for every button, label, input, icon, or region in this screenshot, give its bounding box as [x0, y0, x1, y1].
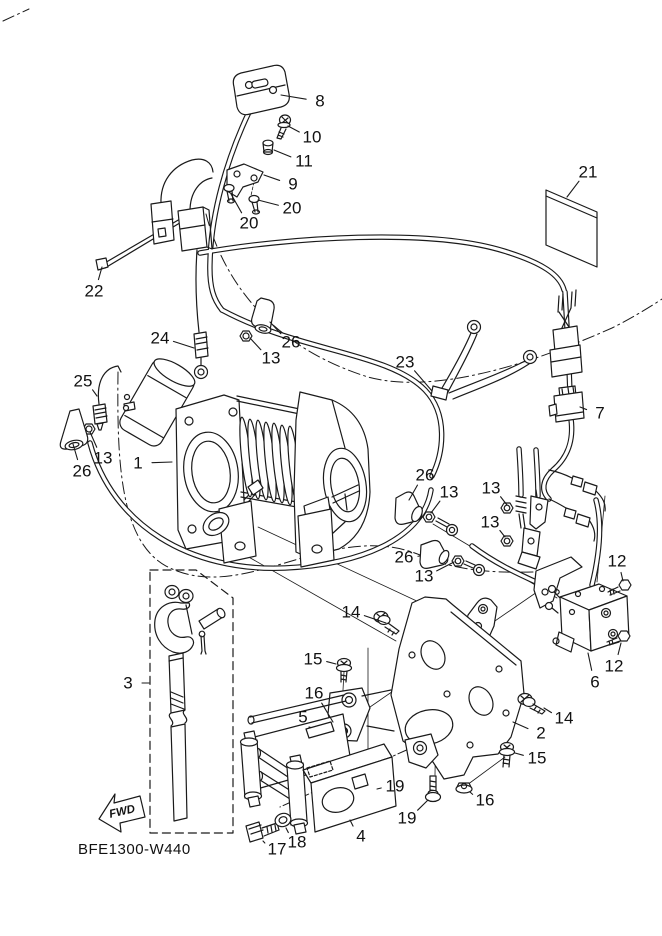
callout-leader-16: [470, 792, 473, 794]
callout-leader-24: [173, 341, 194, 348]
part-26-boot-top: [252, 298, 275, 335]
fwd-label: FWD: [108, 803, 137, 821]
part-13-nut-top: [240, 331, 252, 341]
callout-label-25: 25: [73, 371, 93, 391]
callout-label-15: 15: [527, 748, 547, 768]
callout-label-26: 26: [281, 332, 301, 352]
part-2-mounting-bracket: [328, 597, 524, 779]
callout-label-1: 1: [133, 453, 143, 473]
callout-label-13: 13: [93, 448, 113, 468]
part-10-screw: [277, 115, 291, 139]
callout-label-9: 9: [288, 174, 298, 194]
callout-label-16: 16: [475, 790, 495, 810]
callout-leader-10: [288, 126, 299, 132]
callout-leader-14: [544, 708, 551, 713]
callout-leader-19: [418, 800, 428, 810]
callout-leader-13: [250, 338, 261, 350]
callout-leader-2: [513, 722, 528, 729]
callout-label-6: 6: [590, 672, 600, 692]
callout-label-2: 2: [536, 723, 546, 743]
fwd-arrow: [99, 794, 145, 832]
callout-label-18: 18: [287, 832, 307, 852]
part-21-label-sheet: [546, 190, 597, 267]
battery-cable-terminals: [501, 490, 548, 569]
callout-label-13: 13: [481, 478, 501, 498]
callout-label-13: 13: [439, 482, 459, 502]
callout-label-12: 12: [607, 551, 627, 571]
callout-leader-4: [350, 820, 353, 826]
callout-label-14: 14: [554, 708, 574, 728]
callout-label-19: 19: [385, 776, 405, 796]
part-3-hook-strap: [150, 570, 233, 833]
callout-label-10: 10: [302, 127, 322, 147]
callout-leader-11: [274, 150, 291, 157]
callout-label-15: 15: [303, 649, 323, 669]
callout-leader-13: [500, 530, 505, 537]
callout-label-26: 26: [415, 465, 435, 485]
part-26-boot-left: [60, 409, 88, 451]
callout-label-8: 8: [315, 91, 325, 111]
callout-leader-15: [327, 662, 336, 664]
part-23-harness: [431, 321, 537, 401]
callout-label-21: 21: [578, 162, 598, 182]
callout-label-7: 7: [595, 403, 605, 423]
bullet-connectors: [564, 476, 597, 527]
callout-leader-21: [567, 181, 579, 197]
callout-label-24: 24: [150, 328, 170, 348]
part-25-lead: [93, 404, 107, 430]
part-8-remote-switch: [233, 65, 289, 114]
callout-leader-20: [258, 200, 278, 205]
callout-label-3: 3: [123, 673, 133, 693]
callout-leader-12: [618, 643, 621, 655]
callout-label-13: 13: [414, 566, 434, 586]
part-11-collar: [263, 140, 273, 154]
callout-label-11: 11: [295, 151, 313, 171]
callout-label-26: 26: [394, 547, 414, 567]
callout-label-20: 20: [239, 213, 259, 233]
callout-label-22: 22: [84, 281, 104, 301]
harness-connectors: [151, 201, 212, 251]
callout-leader-6: [588, 653, 592, 670]
callout-leader-9: [264, 175, 280, 180]
callout-leader-1: [152, 462, 172, 463]
callout-leader-25: [93, 390, 97, 396]
callout-label-26: 26: [72, 461, 92, 481]
callout-leader-15: [515, 753, 523, 755]
callout-label-5: 5: [298, 707, 308, 727]
diagram-code: BFE1300-W440: [78, 841, 191, 858]
callout-label-17: 17: [267, 839, 287, 859]
callout-label-16: 16: [304, 683, 324, 703]
callout-leader-17: [263, 841, 265, 843]
callout-label-12: 12: [604, 656, 624, 676]
part-4-fairlead: [241, 695, 397, 834]
callout-leader-13: [431, 501, 440, 513]
callout-label-19: 19: [397, 808, 417, 828]
callout-label-4: 4: [356, 826, 366, 846]
callout-label-13: 13: [480, 512, 500, 532]
callout-label-20: 20: [282, 198, 302, 218]
callout-label-13: 13: [261, 348, 281, 368]
callout-label-23: 23: [395, 352, 415, 372]
part-24-lead: [194, 332, 208, 379]
part-7-connector: [549, 386, 584, 422]
callout-label-14: 14: [341, 602, 361, 622]
